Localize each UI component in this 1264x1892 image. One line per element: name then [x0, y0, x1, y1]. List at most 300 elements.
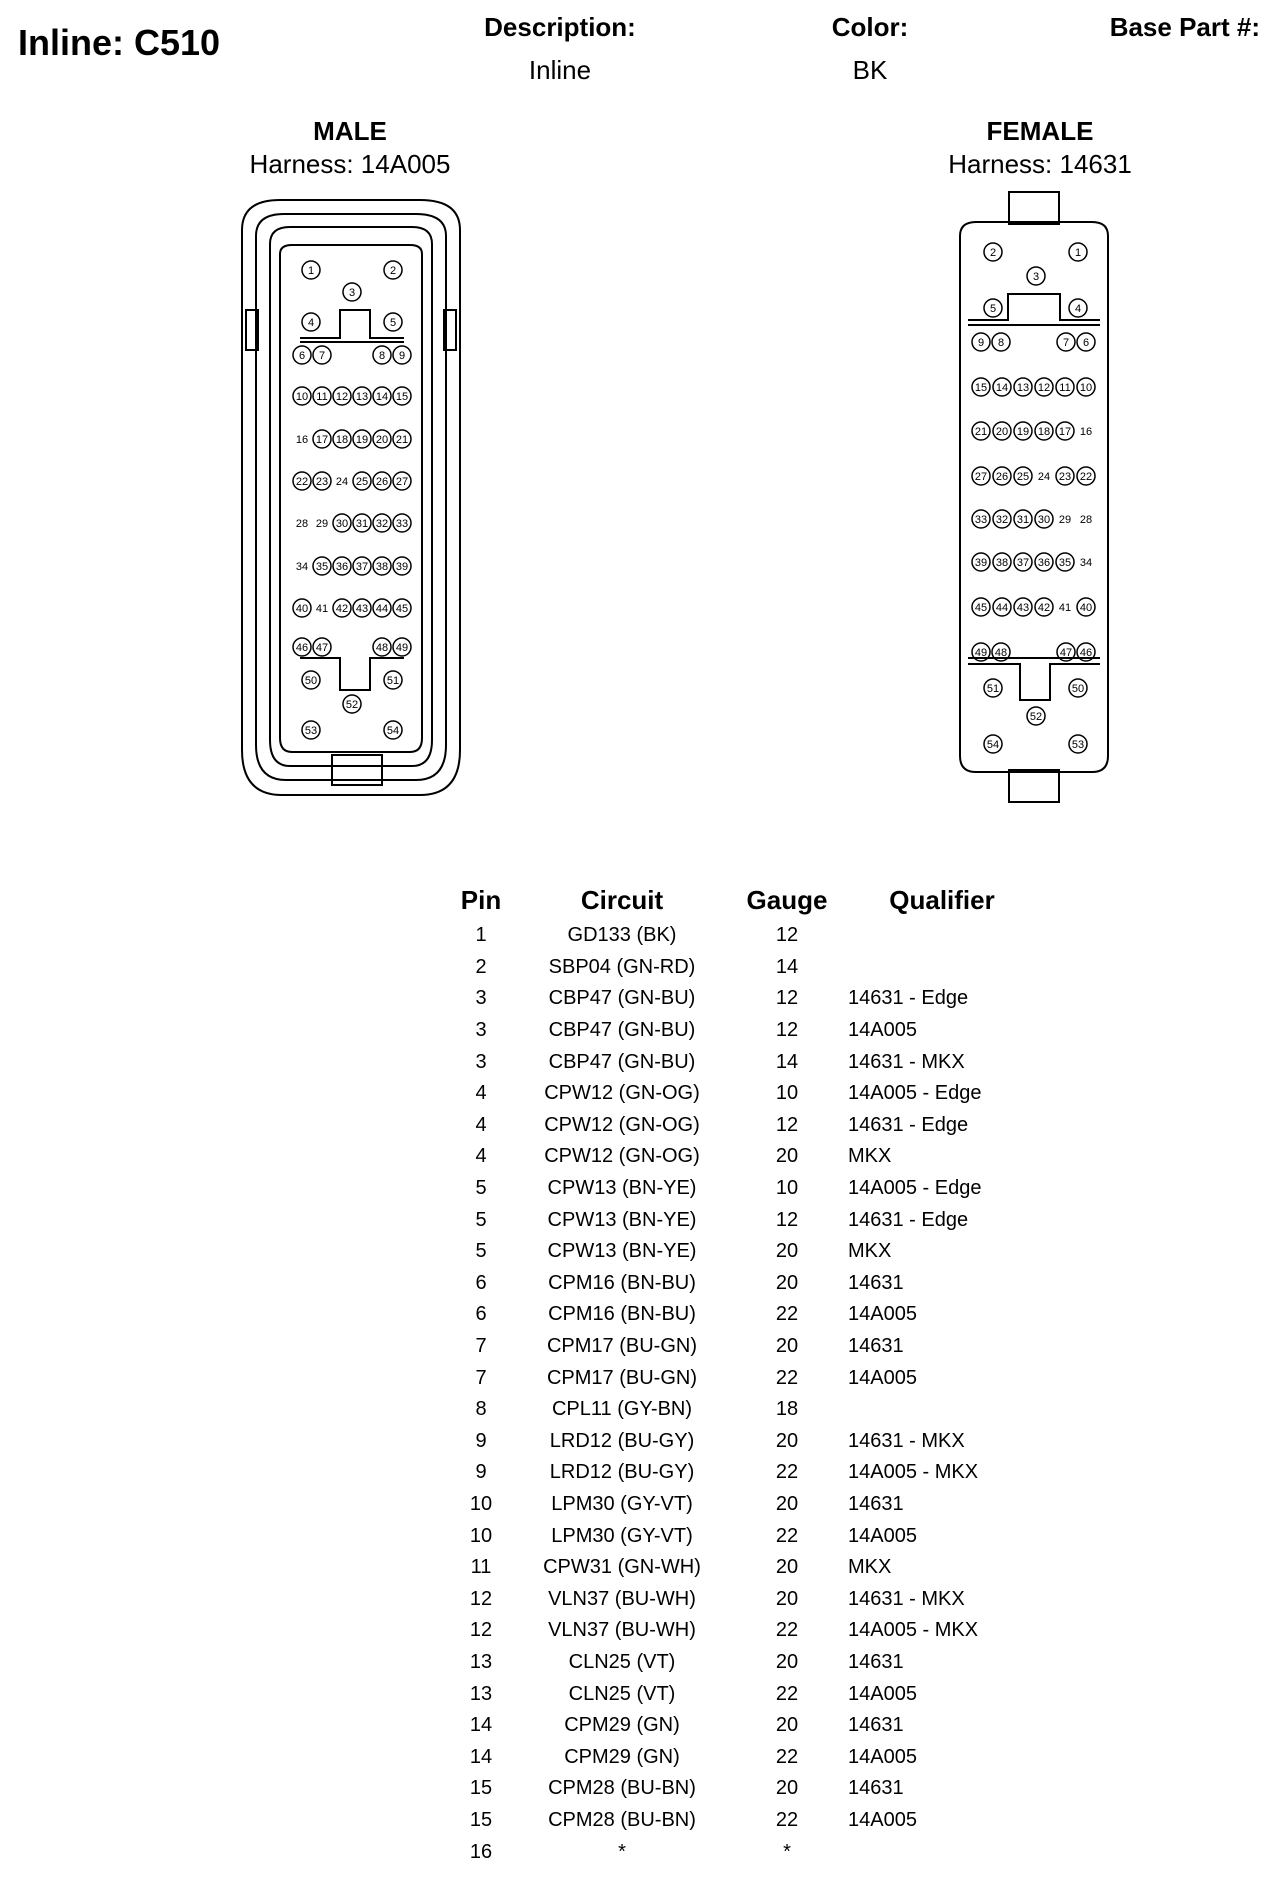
svg-text:1: 1	[307, 265, 315, 277]
svg-text:8: 8	[378, 350, 386, 362]
gauge-cell: 20	[775, 1777, 799, 1800]
pin-54	[984, 735, 1002, 753]
pin-53	[1069, 735, 1087, 753]
pin-39	[972, 553, 990, 571]
pin-45	[972, 598, 990, 616]
pin-33	[972, 510, 990, 528]
female-harness: Harness: 14631	[948, 149, 1132, 179]
svg-text:21: 21	[974, 426, 988, 438]
gauge-cell: 14	[775, 1050, 799, 1073]
gauge-cell: 20	[775, 1650, 799, 1673]
pin-25	[1014, 467, 1032, 485]
circuit-cell: CPW12 (GN-OG)	[544, 1113, 700, 1136]
svg-text:51: 51	[986, 683, 1000, 695]
pin-9	[393, 346, 411, 364]
gauge-cell: 12	[775, 1113, 799, 1136]
svg-text:37: 37	[1016, 557, 1030, 569]
pin-11	[313, 387, 331, 405]
svg-text:24: 24	[335, 476, 349, 488]
svg-text:37: 37	[355, 561, 369, 573]
circuit-cell: CPM17 (BU-GN)	[546, 1335, 697, 1358]
base-part-label: Base Part #:	[1109, 12, 1260, 42]
pin-12	[1035, 378, 1053, 396]
gauge-cell: 22	[775, 1745, 799, 1768]
pin-20	[993, 422, 1011, 440]
svg-text:39: 39	[974, 557, 988, 569]
svg-text:34: 34	[295, 561, 309, 573]
svg-text:12: 12	[335, 391, 349, 403]
table-row	[450, 952, 1048, 984]
pin-11	[1056, 378, 1074, 396]
gauge-cell: 14	[775, 955, 799, 978]
pin-22	[1077, 467, 1095, 485]
svg-text:2: 2	[989, 247, 997, 259]
table-row	[450, 920, 1048, 952]
pin-13	[353, 387, 371, 405]
pin-23	[313, 472, 331, 490]
pin-30	[333, 514, 351, 532]
pin-15	[393, 387, 411, 405]
pin-12	[333, 387, 351, 405]
gauge-cell: 20	[775, 1714, 799, 1737]
gauge-cell: 12	[775, 1208, 799, 1231]
circuit-cell: LPM30 (GY-VT)	[551, 1492, 693, 1515]
pin-45	[393, 599, 411, 617]
pin-21	[393, 430, 411, 448]
gauge-cell: 20	[775, 1492, 799, 1515]
circuit-cell: VLN37 (BU-WH)	[548, 1587, 696, 1610]
pin-cell: 5	[475, 1177, 487, 1200]
pin-26	[373, 472, 391, 490]
circuit-cell: CPW31 (GN-WH)	[543, 1556, 701, 1579]
table-row	[450, 1457, 1048, 1489]
svg-text:9: 9	[977, 337, 985, 349]
gauge-cell: 20	[775, 1271, 799, 1294]
pin-43	[353, 599, 371, 617]
pin-cell: 11	[470, 1556, 492, 1579]
qualifier-cell: 14631	[848, 1492, 904, 1515]
pin-cell: 5	[475, 1208, 487, 1231]
pin-cell: 13	[469, 1650, 493, 1673]
table-row	[450, 1678, 1048, 1710]
pin-13	[1014, 378, 1032, 396]
table-row	[450, 1773, 1048, 1805]
pin-41	[1059, 602, 1071, 614]
table-header	[450, 880, 1048, 920]
pin-cell: 15	[469, 1777, 493, 1800]
svg-text:29: 29	[315, 518, 329, 530]
pin-14	[373, 387, 391, 405]
svg-text:28: 28	[295, 518, 309, 530]
circuit-cell: CBP47 (GN-BU)	[548, 1019, 696, 1042]
svg-text:23: 23	[315, 476, 329, 488]
pin-9	[972, 333, 990, 351]
qualifier-cell: 14A005	[848, 1682, 917, 1705]
qualifier-cell: 14A005	[848, 1019, 917, 1042]
svg-text:18: 18	[335, 434, 349, 446]
gauge-cell: 20	[775, 1429, 799, 1452]
svg-text:40: 40	[295, 603, 309, 615]
table-row	[450, 1015, 1048, 1047]
pin-35	[1056, 553, 1074, 571]
table-row	[450, 1268, 1048, 1300]
svg-text:2: 2	[389, 265, 397, 277]
pin-18	[1035, 422, 1053, 440]
gauge-cell: 22	[775, 1524, 799, 1547]
circuit-cell: CPM29 (GN)	[564, 1714, 680, 1737]
svg-text:35: 35	[1058, 557, 1072, 569]
pin-35	[313, 557, 331, 575]
circuit-cell: CPW13 (BN-YE)	[547, 1177, 697, 1200]
gauge-cell: 22	[775, 1461, 799, 1484]
svg-text:34: 34	[1079, 557, 1093, 569]
qualifier-cell: 14A005 - Edge	[848, 1177, 982, 1200]
pin-cell: 4	[475, 1082, 487, 1105]
svg-text:39: 39	[395, 561, 409, 573]
pin-10	[293, 387, 311, 405]
pin-cell: 4	[475, 1145, 487, 1168]
pin-cell: 9	[475, 1429, 487, 1452]
svg-text:51: 51	[386, 675, 400, 687]
svg-text:33: 33	[974, 514, 988, 526]
gauge-cell: 20	[775, 1335, 799, 1358]
pin-50	[1069, 679, 1087, 697]
svg-text:4: 4	[307, 317, 315, 329]
svg-text:32: 32	[995, 514, 1009, 526]
circuit-cell: CLN25 (VT)	[568, 1650, 676, 1673]
svg-text:44: 44	[995, 602, 1009, 614]
circuit-cell: CLN25 (VT)	[568, 1682, 676, 1705]
qualifier-cell: MKX	[848, 1556, 892, 1579]
circuit-cell: LRD12 (BU-GY)	[549, 1461, 695, 1484]
pin-cell: 6	[475, 1303, 487, 1326]
pin-37	[1014, 553, 1032, 571]
pin-29	[316, 518, 328, 530]
svg-text:22: 22	[295, 476, 309, 488]
svg-text:16: 16	[1079, 426, 1093, 438]
pin-31	[1014, 510, 1032, 528]
svg-text:33: 33	[395, 518, 409, 530]
qualifier-cell: 14A005 - MKX	[848, 1461, 979, 1484]
pin-41	[316, 603, 328, 615]
table-row	[450, 1520, 1048, 1552]
pin-17	[313, 430, 331, 448]
table-row	[450, 1236, 1048, 1268]
header-qualifier: Qualifier	[889, 884, 995, 915]
svg-text:6: 6	[1082, 337, 1090, 349]
svg-text:16: 16	[295, 434, 309, 446]
svg-text:53: 53	[304, 725, 318, 737]
pin-cell: 9	[475, 1461, 487, 1484]
qualifier-cell: 14631 - MKX	[848, 1587, 965, 1610]
svg-text:36: 36	[335, 561, 349, 573]
svg-text:45: 45	[395, 603, 409, 615]
pin-10	[1077, 378, 1095, 396]
pin-7	[1057, 333, 1075, 351]
pin-17	[1056, 422, 1074, 440]
svg-text:11: 11	[1059, 382, 1071, 394]
svg-text:27: 27	[974, 471, 988, 483]
table-row	[450, 1741, 1048, 1773]
pin-8	[992, 333, 1010, 351]
qualifier-cell: 14631 - Edge	[848, 987, 969, 1010]
table-row	[450, 1046, 1048, 1078]
qualifier-cell: 14A005 - Edge	[848, 1082, 982, 1105]
pin-53	[302, 721, 320, 739]
pin-38	[993, 553, 1011, 571]
gauge-cell: 20	[775, 1587, 799, 1610]
pin-43	[1014, 598, 1032, 616]
qualifier-cell: 14A005	[848, 1745, 917, 1768]
pin-8	[373, 346, 391, 364]
table-row	[450, 1426, 1048, 1458]
color-label: Color:	[831, 12, 909, 42]
gauge-cell: 22	[775, 1303, 799, 1326]
svg-text:9: 9	[398, 350, 406, 362]
pin-cell: 6	[475, 1271, 487, 1294]
table-row	[450, 1331, 1048, 1363]
pin-51	[384, 671, 402, 689]
svg-text:28: 28	[1079, 514, 1093, 526]
circuit-cell: CPW12 (GN-OG)	[544, 1082, 700, 1105]
pin-29	[1059, 514, 1071, 526]
svg-text:31: 31	[355, 518, 369, 530]
svg-text:15: 15	[974, 382, 988, 394]
pin-27	[393, 472, 411, 490]
svg-text:15: 15	[395, 391, 409, 403]
pin-46	[293, 638, 311, 656]
qualifier-cell: 14A005	[848, 1524, 917, 1547]
pin-1	[302, 261, 320, 279]
svg-text:5: 5	[989, 303, 997, 315]
svg-text:29: 29	[1058, 514, 1072, 526]
pin-1	[1069, 243, 1087, 261]
svg-text:41: 41	[1058, 602, 1072, 614]
circuit-cell: CPM29 (GN)	[564, 1745, 680, 1768]
svg-text:6: 6	[298, 350, 306, 362]
pin-4	[1069, 299, 1087, 317]
qualifier-cell: 14631	[848, 1335, 904, 1358]
svg-text:7: 7	[1062, 337, 1070, 349]
qualifier-cell: 14631	[848, 1777, 904, 1800]
svg-text:10: 10	[295, 391, 309, 403]
svg-text:54: 54	[386, 725, 400, 737]
pin-52	[343, 695, 361, 713]
pin-15	[972, 378, 990, 396]
circuit-cell: CPL11 (GY-BN)	[551, 1398, 693, 1421]
circuit-cell: LPM30 (GY-VT)	[551, 1524, 693, 1547]
pin-cell: 1	[475, 924, 487, 947]
pin-cell: 15	[469, 1808, 493, 1831]
svg-text:14: 14	[375, 391, 389, 403]
pin-48	[992, 643, 1010, 661]
pin-20	[373, 430, 391, 448]
table-row	[450, 1552, 1048, 1584]
svg-text:50: 50	[304, 675, 318, 687]
circuit-cell: CBP47 (GN-BU)	[548, 987, 696, 1010]
pin-19	[353, 430, 371, 448]
svg-text:50: 50	[1071, 683, 1085, 695]
circuit-cell: LRD12 (BU-GY)	[549, 1429, 695, 1452]
pin-cell: 14	[469, 1745, 493, 1768]
svg-text:38: 38	[375, 561, 389, 573]
pin-19	[1014, 422, 1032, 440]
pin-44	[993, 598, 1011, 616]
pin-34	[296, 561, 308, 573]
svg-text:20: 20	[375, 434, 389, 446]
svg-text:27: 27	[395, 476, 409, 488]
qualifier-cell: 14A005 - MKX	[848, 1619, 979, 1642]
pin-cell: 5	[475, 1240, 487, 1263]
circuit-cell: GD133 (BK)	[567, 924, 677, 947]
pin-6	[293, 346, 311, 364]
pin-cell: 7	[475, 1335, 487, 1358]
gauge-cell: 20	[775, 1145, 799, 1168]
pin-16	[296, 434, 308, 446]
pin-36	[1035, 553, 1053, 571]
svg-text:26: 26	[995, 471, 1009, 483]
gauge-cell: 12	[775, 1019, 799, 1042]
pin-5	[984, 299, 1002, 317]
pin-50	[302, 671, 320, 689]
circuit-cell: VLN37 (BU-WH)	[548, 1619, 696, 1642]
svg-text:1: 1	[1074, 247, 1082, 259]
svg-text:48: 48	[375, 642, 389, 654]
pin-49	[393, 638, 411, 656]
svg-text:53: 53	[1071, 739, 1085, 751]
pin-46	[1077, 643, 1095, 661]
gauge-cell: 22	[775, 1619, 799, 1642]
qualifier-cell: 14A005	[848, 1808, 917, 1831]
svg-text:46: 46	[1079, 647, 1093, 659]
svg-text:30: 30	[1037, 514, 1051, 526]
pin-49	[972, 643, 990, 661]
svg-text:12: 12	[1037, 382, 1051, 394]
svg-text:43: 43	[1016, 602, 1030, 614]
pin-cell: 14	[469, 1714, 493, 1737]
svg-text:25: 25	[355, 476, 369, 488]
pin-4	[302, 313, 320, 331]
qualifier-cell: 14A005	[848, 1303, 917, 1326]
svg-text:13: 13	[355, 391, 369, 403]
table-row	[450, 1805, 1048, 1837]
pin-36	[333, 557, 351, 575]
svg-text:35: 35	[315, 561, 329, 573]
pin-cell: 3	[475, 1050, 487, 1073]
svg-text:49: 49	[974, 647, 988, 659]
pin-44	[373, 599, 391, 617]
pin-32	[993, 510, 1011, 528]
gauge-cell: 20	[775, 1240, 799, 1263]
gauge-cell: 10	[775, 1177, 799, 1200]
qualifier-cell: 14631 - MKX	[848, 1429, 965, 1452]
svg-text:17: 17	[1058, 426, 1072, 438]
pin-40	[293, 599, 311, 617]
pin-37	[353, 557, 371, 575]
svg-text:3: 3	[1032, 271, 1040, 283]
svg-text:22: 22	[1079, 471, 1093, 483]
pin-40	[1077, 598, 1095, 616]
pin-23	[1056, 467, 1074, 485]
table-row	[450, 1489, 1048, 1521]
pin-47	[1057, 643, 1075, 661]
gauge-cell: 12	[775, 987, 799, 1010]
svg-text:52: 52	[1029, 711, 1043, 723]
header-gauge: Gauge	[746, 884, 828, 915]
pin-2	[384, 261, 402, 279]
pin-7	[313, 346, 331, 364]
circuit-cell: CPW13 (BN-YE)	[547, 1240, 697, 1263]
svg-text:41: 41	[315, 603, 329, 615]
pin-32	[373, 514, 391, 532]
svg-text:25: 25	[1016, 471, 1030, 483]
svg-text:21: 21	[395, 434, 409, 446]
circuit-cell: CPM28 (BU-BN)	[548, 1777, 696, 1800]
pin-54	[384, 721, 402, 739]
svg-text:47: 47	[315, 642, 329, 654]
pin-51	[984, 679, 1002, 697]
pinout-table	[450, 880, 1048, 1868]
table-row	[450, 1583, 1048, 1615]
pin-27	[972, 467, 990, 485]
pin-cell: 16	[469, 1840, 493, 1863]
table-row	[450, 1078, 1048, 1110]
circuit-cell: CPM17 (BU-GN)	[546, 1366, 697, 1389]
pin-16	[1080, 426, 1092, 438]
qualifier-cell: 14631	[848, 1650, 904, 1673]
svg-text:30: 30	[335, 518, 349, 530]
pin-cell: 10	[469, 1492, 493, 1515]
table-row	[450, 1710, 1048, 1742]
table-row	[450, 1647, 1048, 1679]
pin-3	[1027, 267, 1045, 285]
table-row	[450, 1362, 1048, 1394]
page-title: Inline: C510	[18, 22, 221, 63]
svg-text:48: 48	[994, 647, 1008, 659]
svg-text:32: 32	[375, 518, 389, 530]
male-title: MALE	[313, 116, 387, 146]
svg-text:11: 11	[316, 391, 328, 403]
svg-text:40: 40	[1079, 602, 1093, 614]
circuit-cell: *	[618, 1840, 626, 1863]
pin-6	[1077, 333, 1095, 351]
svg-text:3: 3	[348, 287, 356, 299]
pin-28	[1080, 514, 1092, 526]
qualifier-cell: 14631 - Edge	[848, 1113, 969, 1136]
pin-24	[336, 476, 348, 488]
svg-text:26: 26	[375, 476, 389, 488]
pin-5	[384, 313, 402, 331]
pin-28	[296, 518, 308, 530]
gauge-cell: 12	[775, 924, 799, 947]
pin-30	[1035, 510, 1053, 528]
qualifier-cell: MKX	[848, 1240, 892, 1263]
circuit-cell: CBP47 (GN-BU)	[548, 1050, 696, 1073]
svg-text:24: 24	[1037, 471, 1051, 483]
header-pin: Pin	[460, 884, 502, 915]
pin-cell: 10	[469, 1524, 493, 1547]
pin-3	[343, 283, 361, 301]
table-row	[450, 1173, 1048, 1205]
table-row	[450, 983, 1048, 1015]
pin-26	[993, 467, 1011, 485]
qualifier-cell: 14631 - MKX	[848, 1050, 965, 1073]
svg-text:47: 47	[1059, 647, 1073, 659]
pin-39	[393, 557, 411, 575]
circuit-cell: CPW13 (BN-YE)	[547, 1208, 697, 1231]
pin-21	[972, 422, 990, 440]
table-row	[450, 1299, 1048, 1331]
